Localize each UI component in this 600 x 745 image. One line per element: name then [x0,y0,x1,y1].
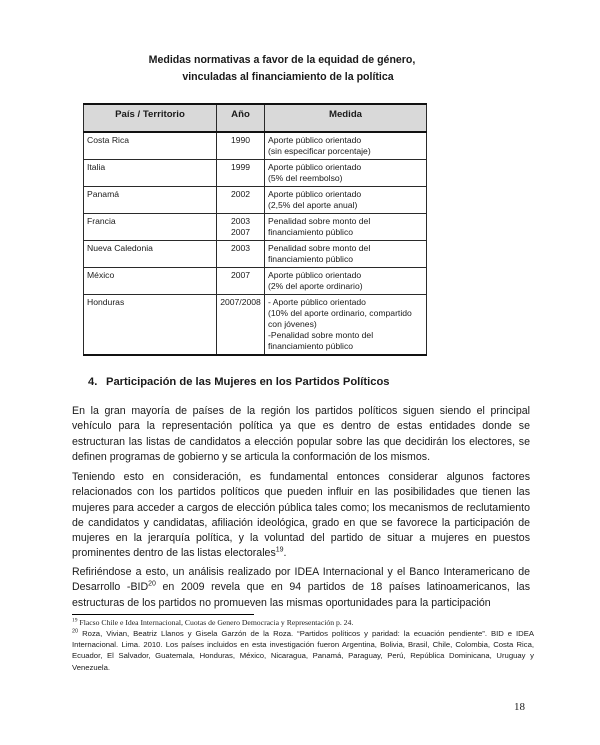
footnote-ref-19: 19 [275,546,284,554]
measure-line: Penalidad sobre monto del financiamiento público [268,216,371,237]
paragraph-2-text: Teniendo esto en consideración, es fundamental entonces considerar algunos factores relacionados con los partidos políticos que pueden influir en las posibilidades que tienen las mujeres para acceder a cargos de elección pública tales como; los mecanismos de reclutamiento de candidatos y candidatas, afiliación ideológica, grado en que se favorece la participación de mujeres en la jerarquía política, y la voluntad del partido de situar a mujeres en puestos prominentes dentro de las listas electorales [72,471,530,560]
cell-year [217,187,265,214]
cell-measure [265,214,427,241]
footnote-20-text: Roza, Vivian, Beatriz Llanos y Gisela Garzón de la Roza. “Partidos políticos y paridad: la ecuación pendiente”. BID e IDEA Internacional. Lima. 2010. Los países incluidos en esta investigación fueron Argentina, Bolivia, Brasil, Chile, Colombia, Costa Rica, Ecuador, El Salvador, Guatemala, Honduras, México, Nicaragua, Panamá, Paraguay, Perú, República Dominicana, Uruguay y Venezuela. [72,629,534,672]
header-country: País / Territorio [84,104,217,132]
measure-line: Aporte público orientado [268,162,362,172]
footnote-20 [72,628,534,673]
table-row [84,214,427,241]
paragraph-3 [72,565,530,611]
paragraph-1: En la gran mayoría de países de la región los partidos políticos siguen siendo el principal vehículo para la representación política ya que es dentro de estas entidades donde se estructuran las listas de candidatos a elección popular sobre las que decidirán los electores, se definen programas de gobierno y se articula la conformación de los mismos. [72,405,530,463]
cell-country: Panamá [84,187,217,214]
year-value: 2007 [230,270,251,280]
year-value: 2003 [230,243,251,253]
measure-line: (10% del aporte ordinario, compartido con jóvenes) [268,308,412,329]
measures-table [83,103,427,356]
cell-country: Honduras [84,295,217,356]
measure-line: Aporte público orientado [268,189,362,199]
cell-country: México [84,268,217,295]
measure-line: (2,5% del aporte anual) [268,200,358,210]
measure-line: Aporte público orientado [268,135,362,145]
cell-country: Francia [84,214,217,241]
paragraph-3-start: Refiriéndose a esto, un análisis realizado por IDEA Internacional y el Banco Interamericano de Desarrollo -BID [72,566,530,594]
cell-country: Italia [84,160,217,187]
measure-line: Penalidad sobre monto del financiamiento público [268,243,371,264]
cell-country: Costa Rica [84,132,217,160]
table-row [84,241,427,268]
cell-year [217,295,265,356]
measure-line: (2% del aporte ordinario) [268,281,363,291]
paragraph-2 [72,470,530,562]
table-row [84,160,427,187]
year-value: 2007/2008 [220,297,261,307]
cell-country: Nueva Caledonia [84,241,217,268]
cell-measure [265,241,427,268]
cell-measure [265,295,427,356]
measure-line: (5% del reembolso) [268,173,343,183]
footnote-19-text: Flacso Chile e Idea Internacional, Cuotas de Genero Democracia y Representación p. 24. [77,618,354,627]
cell-year [217,241,265,268]
section-title: Participación de las Mujeres en los Partidos Políticos [106,376,390,388]
footnote-19 [72,617,534,628]
paragraph-3-rest: en 2009 revela que en 94 partidos de 18 países latinoamericanos, las estructuras de los partidos no promueven las mismas oportunidades para la participación [72,581,530,609]
table-row [84,268,427,295]
measure-line: - Aporte público orientado [268,297,366,307]
section-number: 4. [88,376,98,388]
footnote-ref-20: 20 [148,580,156,588]
table-title-line-2: vinculadas al financiamiento de la política [182,71,394,83]
footnote-separator [72,614,254,615]
table-row [84,295,427,356]
cell-year [217,132,265,160]
cell-measure [265,132,427,160]
header-measure: Medida [265,104,427,132]
cell-measure [265,187,427,214]
measure-line: (sin especificar porcentaje) [268,146,371,156]
year-value: 2003 [230,216,251,226]
header-year: Año [217,104,265,132]
footnote-20-number: 20 [72,628,79,635]
table-body [84,132,427,355]
year-value: 2002 [230,189,251,199]
cell-year [217,214,265,241]
year-value: 1999 [230,162,251,172]
table-row [84,187,427,214]
cell-measure [265,160,427,187]
section-heading [88,376,390,388]
year-value: 2007 [230,227,251,237]
table-header-row [84,104,427,132]
cell-year [217,160,265,187]
measure-line: Aporte público orientado [268,270,362,280]
cell-year [217,268,265,295]
cell-measure [265,268,427,295]
table-title-line-1: Medidas normativas a favor de la equidad de género, [148,54,416,66]
paragraph-2-end: . [283,547,287,560]
page-number: 18 [514,701,525,713]
footnote-19-number: 19 [72,617,78,624]
measure-line: -Penalidad sobre monto del financiamiento público [268,330,374,351]
year-value: 1990 [230,135,251,145]
table-row [84,132,427,160]
